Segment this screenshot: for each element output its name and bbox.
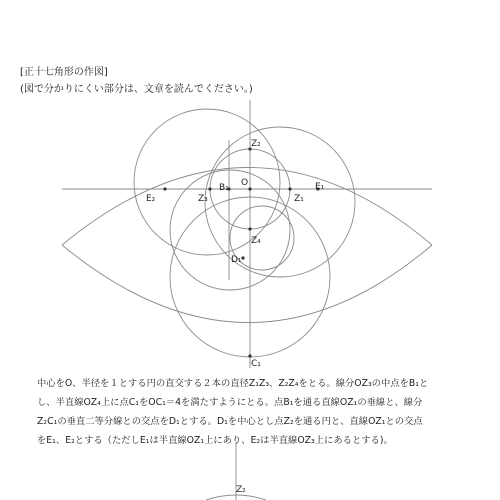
paragraph-line-2: し、半直線OZ₄上に点C₁をOC₁＝4を満たすようにとる。点B₁を通る直線OZ₁の垂線と、線分	[37, 397, 423, 408]
circle-left	[134, 109, 280, 255]
label-z3: Z₃	[198, 194, 208, 204]
circle-right	[205, 127, 355, 277]
label-c1: C₁	[251, 359, 261, 369]
paragraph-line-3: Z₂C₁の垂直二等分線との交点をD₁とする。D₁を中心とし点Z₂を通る円と、直線OZ₁との交点	[37, 416, 423, 427]
label-z2: Z₂	[251, 139, 261, 149]
label-d1: D₁	[231, 255, 242, 265]
label-b1: B₁	[219, 183, 229, 193]
paragraph-line-1: 中心をO、半径を１とする円の直交する２本の直径Z₁Z₃、Z₂Z₄をとる。線分OZ₃の中点をB₁と	[37, 378, 429, 389]
label-e1: E₁	[315, 182, 325, 192]
label-z4: Z₄	[251, 236, 261, 246]
figure-caption-note: (図で分かりにくい部分は、文章を読んでください。)	[20, 84, 253, 95]
paragraph-line-4: をE₁、E₂とする（ただしE₁は半直線OZ₁上にあり、E₂は半直線OZ₃上にあるとする)。	[37, 435, 393, 446]
label-e2: E₂	[146, 194, 156, 204]
explanation-paragraph	[37, 374, 477, 450]
label-z2-bottom: Z₂	[236, 485, 246, 495]
arc-lower	[62, 245, 432, 323]
figure-caption-title: [正十七角形の作図]	[20, 67, 108, 78]
label-z1: Z₁	[294, 194, 304, 204]
label-o: O	[241, 178, 249, 188]
